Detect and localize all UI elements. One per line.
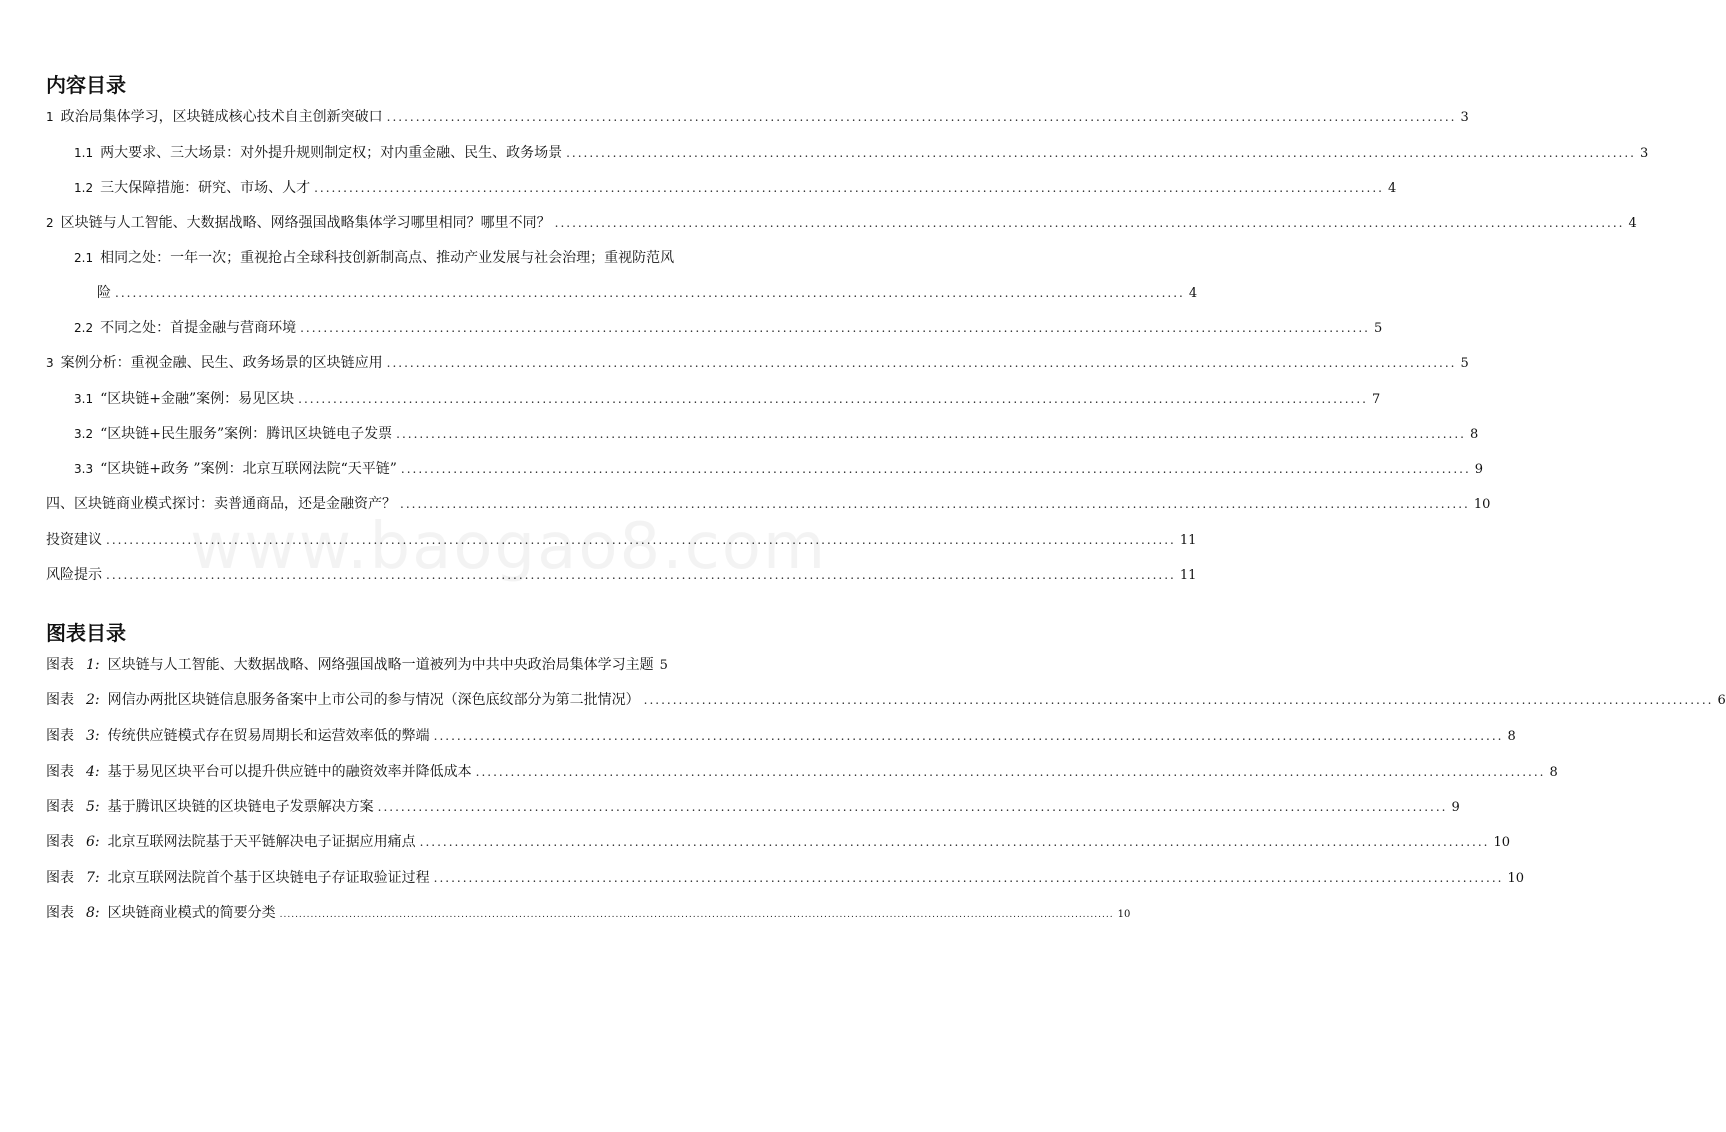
toc-text: 风险提示 [46, 567, 102, 583]
leader-dots: ........................................................................................................................................................................................ [115, 286, 1185, 300]
figure-page-number: 8 [1507, 729, 1516, 744]
leader-dots: ........................................................................................................................................................................................ [475, 765, 1546, 779]
toc-number: 2.1 [74, 251, 94, 265]
leader-dots: ........................................................................................................................................................................................ [554, 216, 1625, 230]
figure-entry-6[interactable] [46, 832, 1511, 853]
toc-text: 案例分析：重视金融、民生、政务场景的区块链应用 [60, 355, 383, 371]
figure-label: 图表 [46, 905, 74, 921]
figure-index: 7: [86, 870, 100, 886]
toc-page-number: 9 [1474, 462, 1484, 477]
figure-entry-2[interactable] [46, 690, 1726, 711]
toc-page-number: 4 [1628, 216, 1637, 231]
toc-text: 政治局集体学习，区块链成核心技术自主创新突破口 [60, 109, 383, 125]
leader-dots: ........................................................................................................................................................................................ [298, 392, 1368, 406]
leader-dots: ........................................................................................................................................................................................ [106, 568, 1176, 582]
leader-dots: ........................................................................................................................................................................................ [386, 110, 1457, 124]
figure-toc-title: 图表目录 [46, 621, 126, 645]
toc-number: 1 [46, 110, 54, 124]
leader-dots: ........................................................................................................................................................................................ [400, 497, 1470, 511]
toc-page-number: 5 [1373, 321, 1383, 336]
toc-page-number: 4 [1387, 181, 1397, 196]
leader-dots: ........................................................................................................................................................................................ [377, 800, 1448, 814]
toc-entry-3-2[interactable] [74, 424, 1479, 445]
toc-text-continued: 险 [97, 285, 111, 301]
toc-text: “区块链+民生服务”案例：腾讯区块链电子发票 [100, 426, 393, 442]
toc-number: 3.3 [74, 462, 94, 476]
leader-dots: ........................................................................................................................................................................................ [419, 835, 1490, 849]
leader-dots: ........................................................................................................................................................................................................................ [279, 910, 1114, 920]
figure-caption: 北京互联网法院首个基于区块链电子存证取验证过程 [107, 870, 430, 886]
toc-text: 相同之处：一年一次；重视抢占全球科技创新制高点、推动产业发展与社会治理；重视防范风 [100, 250, 675, 266]
toc-entry-3-3[interactable] [74, 459, 1484, 480]
figure-label: 图表 [46, 834, 74, 850]
toc-page-number: 3 [1639, 146, 1649, 161]
toc-text: “区块链+金融”案例：易见区块 [100, 391, 295, 407]
toc-entry-2-1[interactable] [74, 248, 754, 268]
toc-page-number: 7 [1372, 392, 1381, 407]
toc-number: 3 [46, 356, 54, 370]
toc-entry-1-1[interactable] [74, 143, 1649, 164]
figure-caption: 基于腾讯区块链的区块链电子发票解决方案 [107, 799, 374, 815]
leader-dots: ........................................................................................................................................................................................ [386, 356, 1457, 370]
toc-entry-3[interactable] [46, 353, 1469, 374]
toc-number: 2 [46, 216, 54, 230]
toc-entry-investment-advice[interactable] [46, 530, 1197, 551]
toc-number: 1.1 [74, 146, 94, 160]
toc-page-number: 5 [1460, 356, 1469, 371]
toc-page-number: 10 [1473, 497, 1491, 512]
toc-text: 三大保障措施：研究、市场、人才 [100, 180, 311, 196]
figure-index: 5: [86, 799, 100, 815]
figure-index: 3: [86, 728, 100, 744]
figure-caption: 区块链与人工智能、大数据战略、网络强国战略一道被列为中共中央政治局集体学习主题 [107, 657, 654, 673]
figure-label: 图表 [46, 799, 74, 815]
leader-dots: ........................................................................................................................................................................................ [314, 181, 1384, 195]
toc-page-number: 11 [1179, 568, 1197, 583]
toc-entry-2[interactable] [46, 213, 1637, 234]
figure-caption: 北京互联网法院基于天平链解决电子证据应用痛点 [107, 834, 416, 850]
toc-number: 1.2 [74, 181, 94, 195]
figure-page-number: 5 [659, 658, 668, 673]
figure-caption: 区块链商业模式的简要分类 [107, 905, 276, 921]
toc-entry-2-1-continued[interactable] [97, 283, 1198, 304]
leader-dots: ........................................................................................................................................................................................ [400, 462, 1471, 476]
figure-entry-4[interactable] [46, 762, 1558, 783]
toc-page-number: 11 [1179, 533, 1197, 548]
toc-text: 两大要求、三大场景：对外提升规则制定权；对内重金融、民生、政务场景 [100, 145, 563, 161]
toc-text: 投资建议 [46, 532, 102, 548]
figure-entry-1[interactable] [46, 655, 754, 676]
leader-dots: ........................................................................................................................................................................................ [643, 693, 1714, 707]
figure-caption: 基于易见区块平台可以提升供应链中的融资效率并降低成本 [107, 764, 472, 780]
toc-text: “区块链+政务 ”案例：北京互联网法院“天平链” [100, 461, 397, 477]
toc-entry-4[interactable] [46, 494, 1491, 515]
leader-dots: ........................................................................................................................................................................................ [300, 321, 1370, 335]
figure-label: 图表 [46, 764, 74, 780]
leader-dots: ........................................................................................................................................................................................ [566, 146, 1636, 160]
toc-text: 不同之处：首提金融与营商环境 [100, 320, 297, 336]
figure-caption: 网信办两批区块链信息服务备案中上市公司的参与情况（深色底纹部分为第二批情况） [107, 692, 640, 708]
figure-label: 图表 [46, 728, 74, 744]
figure-page-number: 9 [1451, 800, 1460, 815]
toc-entry-1-2[interactable] [74, 178, 1397, 199]
figure-page-number: 10 [1117, 909, 1131, 920]
toc-entry-1[interactable] [46, 107, 1469, 128]
figure-entry-5[interactable] [46, 797, 1460, 818]
figure-index: 4: [86, 764, 100, 780]
figure-page-number: 6 [1717, 693, 1726, 708]
figure-label: 图表 [46, 692, 74, 708]
toc-entry-3-1[interactable] [74, 389, 1381, 410]
figure-index: 8: [86, 905, 100, 921]
figure-page-number: 10 [1493, 835, 1511, 850]
toc-number: 3.2 [74, 427, 94, 441]
toc-page-number: 8 [1470, 427, 1479, 442]
leader-dots: ........................................................................................................................................................................................ [106, 533, 1176, 547]
figure-label: 图表 [46, 870, 74, 886]
figure-entry-7[interactable] [46, 868, 1525, 889]
toc-number: 3.1 [74, 392, 94, 406]
toc-entry-risk-warning[interactable] [46, 565, 1197, 586]
figure-label: 图表 [46, 657, 74, 673]
figure-page-number: 8 [1549, 765, 1558, 780]
leader-dots: ........................................................................................................................................................................................ [433, 729, 1504, 743]
toc-page-number: 3 [1460, 110, 1469, 125]
toc-text: 四、区块链商业模式探讨：卖普通商品，还是金融资产？ [46, 496, 396, 512]
figure-entry-3[interactable] [46, 726, 1516, 747]
leader-dots: ........................................................................................................................................................................................ [396, 427, 1466, 441]
figure-caption: 传统供应链模式存在贸易周期长和运营效率低的弊端 [107, 728, 430, 744]
toc-number: 2.2 [74, 321, 94, 335]
content-toc-title: 内容目录 [46, 73, 126, 97]
leader-dots: ........................................................................................................................................................................................ [433, 871, 1504, 885]
figure-index: 6: [86, 834, 100, 850]
figure-entry-8[interactable] [46, 903, 1131, 925]
toc-text: 区块链与人工智能、大数据战略、网络强国战略集体学习哪里相同？哪里不同？ [60, 215, 551, 231]
figure-index: 2: [86, 692, 100, 708]
toc-entry-2-2[interactable] [74, 318, 1383, 339]
toc-page-number: 4 [1188, 286, 1198, 301]
figure-page-number: 10 [1507, 871, 1525, 886]
figure-index: 1: [86, 657, 100, 673]
